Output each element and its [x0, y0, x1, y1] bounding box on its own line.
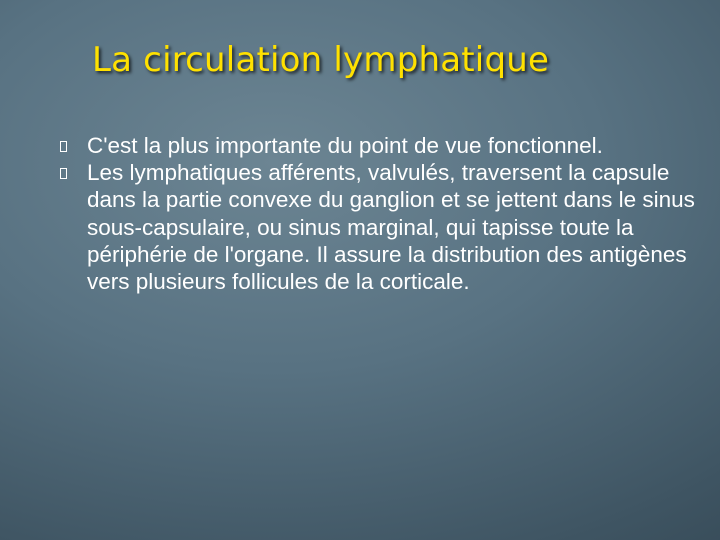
bullet-list [60, 132, 710, 295]
square-bullet-icon [60, 168, 67, 179]
square-bullet-icon [60, 141, 67, 152]
slide-title: La circulation lymphatique [92, 40, 550, 80]
bullet-text: Les lymphatiques afférents, valvulés, traversent la capsule dans la partie convexe du ganglion et se jettent dans le sinus sous-capsulaire, ou sinus marginal, qui tapisse toute la périphérie de l'organe. Il assure la distribution des antigènes vers plusieurs follicules de la corticale. [87, 160, 695, 295]
bullet-item [60, 159, 710, 295]
bullet-item [60, 132, 710, 159]
bullet-text: C'est la plus importante du point de vue fonctionnel. [87, 133, 603, 158]
